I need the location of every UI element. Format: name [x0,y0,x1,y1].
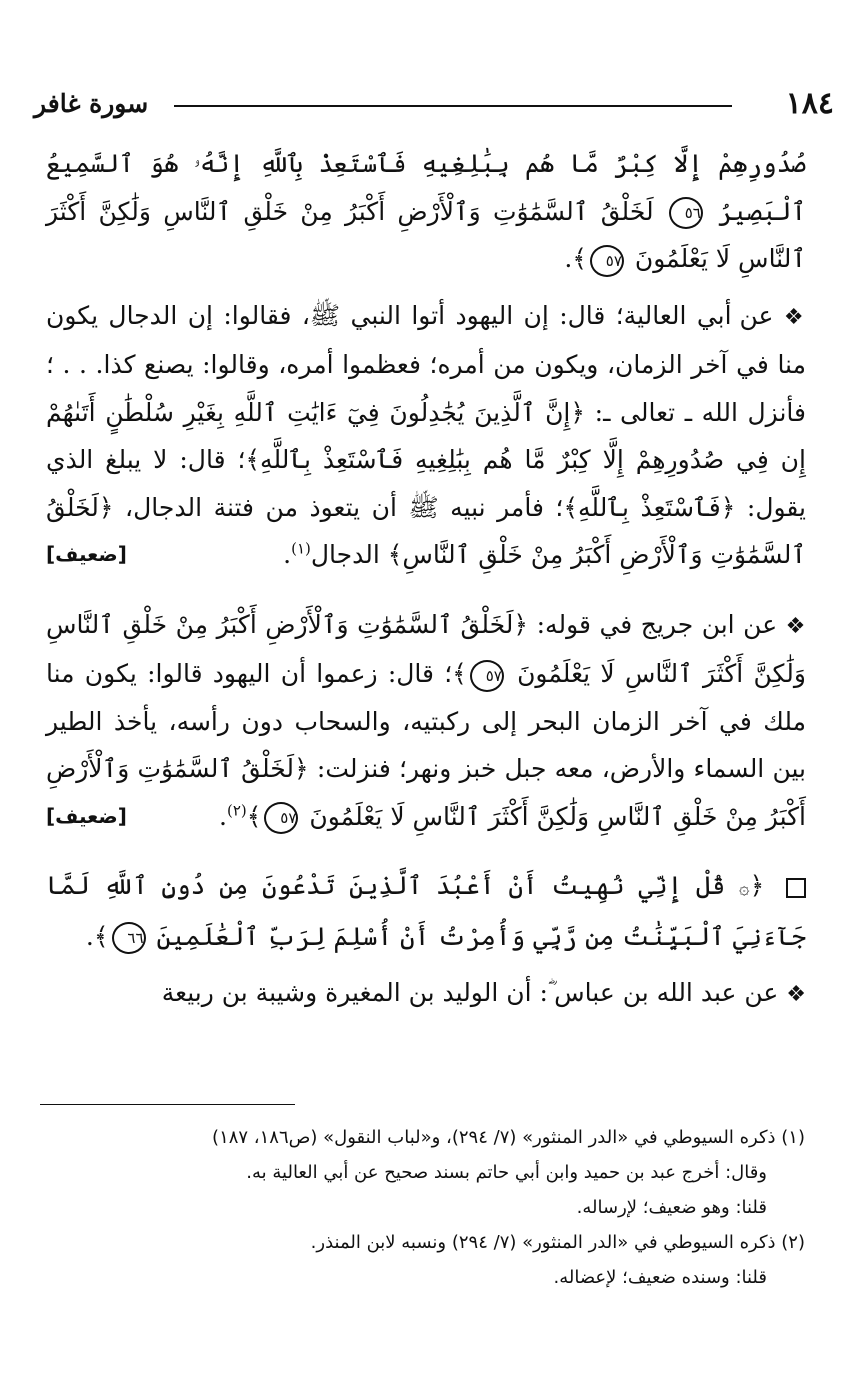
narration-text: الدجال [310,540,388,569]
period: . [219,801,227,831]
hadith-paragraph-1 [46,292,806,579]
square-marker-icon [786,878,806,898]
footnote-1: (١) ذكره السيوطي في «الدر المنثور» (٧/ ٢٩٤)، و«لباب النقول» (ص١٨٦، ١٨٧) [212,1127,805,1148]
grading-label: [ضعيف] [46,542,127,566]
verse-paragraph [46,140,806,283]
footnote-1-line-3: قلنا: وهو ضعيف؛ لإرساله. [576,1197,767,1218]
quran-open: ﴿ [749,871,765,900]
verse-text: لَخَلْقُ ٱلسَّمَٰوَٰتِ وَٱلْأَرْضِ أَكْبَرُ مِنْ خَلْقِ ٱلنَّاسِ وَلَٰكِنَّ أَكْثَرَ ٱلنَّاسِ لَا يَعْلَمُونَ [46,196,806,273]
verse-close: ﴾. [85,921,109,951]
quran-quote: ﴿لَخَلْقُ ٱلسَّمَٰوَٰتِ وَٱلْأَرْضِ أَكْبَرُ مِنْ خَلْقِ ٱلنَّاسِ﴾ [46,492,806,569]
footnote-ref-2[interactable]: (٢) [226,801,247,820]
quran-close: ﴾ [246,801,262,831]
verse-text: قُلْ إِنِّي نُهِيتُ أَنْ أَعْبُدَ ٱلَّذِينَ تَدْعُونَ مِن دُونِ ٱللَّهِ لَمَّا جَآءَنِيَ ٱلْبَيِّنَٰتُ مِن رَّبِّي وَأُمِرْتُ أَنْ أُسْلِمَ لِرَبِّ ٱلْعَٰلَمِينَ [46,871,806,951]
header-rule [174,105,732,107]
main-text [46,140,806,1019]
narration-text: ؛ فأمر نبيه ﷺ أن يتعوذ من فتنة الدجال، [113,492,564,522]
narration-text: ؛ قال: لا يبلغ الذي يقول: [46,445,807,522]
narration-text: ﴾؛ قال: زعموا أن اليهود قالوا: يكون منا ملك في آخر الزمان البحر إلى ركبتيه، والسحاب دون رأسه، يأخذ الطير بين السماء والأرض، معه جبل خبز ونهر؛ فنزلت: [46,659,806,783]
quran-quote: ﴿لَخَلْقُ ٱلسَّمَٰوَٰتِ وَٱلْأَرْضِ أَكْبَرُ مِنْ خَلْقِ ٱلنَّاسِ وَلَٰكِنَّ أَكْثَرَ ٱلنَّاسِ لَا يَعْلَمُونَ [46,609,806,688]
verse-66-paragraph [46,862,806,960]
quran-quote: ﴿فَٱسْتَعِذْ بِٱللَّهِ﴾ [563,492,736,522]
narration-text: عن أبي العالية؛ قال: إن اليهود أتوا النبي ﷺ، فقالوا: إن الدجال يكون منا في آخر الزمان، ويكون من أمره؛ فعظموا أمره، وقالوا: يصنع كذا. . . ؛ فأنزل الله ـ تعالى ـ: [46,300,806,427]
footnote-ref-1[interactable]: (١) [291,539,311,558]
footnotes [40,1120,805,1295]
page-header [34,86,834,122]
narration-text: عن ابن جريج في قوله: [528,609,778,639]
ayah-number-marker: ٥٧ [470,660,504,692]
period: . [283,540,292,569]
ayah-number-marker: ٥٧ [590,245,624,277]
grading-label: [ضعيف] [46,803,127,828]
footnote-1-line-2: وقال: أخرج عبد بن حميد وابن أبي حاتم بسند صحيح عن أبي العالية به. [246,1162,767,1183]
footnote-2-line-2: قلنا: وسنده ضعيف؛ لإعضاله. [553,1267,767,1288]
ayah-number-marker: ٥٧ [264,802,298,834]
bullet-icon: ❖ [783,304,807,330]
ayah-number-marker: ٦٦ [112,922,146,954]
footnote-separator [40,1104,295,1105]
sajdah-star-icon: ۞ [739,878,750,899]
verse-close: ﴾. [564,244,587,273]
bullet-icon: ❖ [785,613,806,639]
quran-quote: ﴿إِنَّ ٱلَّذِينَ يُجَٰدِلُونَ فِيٓ ءَايَٰتِ ٱللَّهِ بِغَيْرِ سُلْطَٰنٍ أَتَىٰهُمْ إِن فِي صُدُورِهِمْ إِلَّا كِبْرٌ مَّا هُم بِبَٰلِغِيهِ فَٱسْتَعِذْ بِٱللَّهِ﴾ [46,397,806,474]
bullet-icon: ❖ [786,982,806,1007]
hadith-paragraph-3 [46,969,806,1019]
verse-text: صُدُورِهِمْ إِلَّا كِبْرٌ مَّا هُم بِبَٰلِغِيهِ فَٱسْتَعِذْ بِٱللَّهِ إِنَّهُۥ هُوَ ٱلسَّمِيعُ ٱلْبَصِيرُ [46,149,806,226]
page-number: ١٨٤ [785,86,834,121]
narration-text: عن عبد الله بن عباس ؓ: أن الوليد بن المغيرة وشيبة بن ربيعة [161,978,779,1007]
surah-title: سورة غافر [34,89,149,118]
ayah-number-marker: ٥٦ [669,197,703,229]
hadith-paragraph-2 [46,601,806,841]
footnote-2: (٢) ذكره السيوطي في «الدر المنثور» (٧/ ٢٩٤) ونسبه لابن المنذر. [310,1232,805,1253]
quran-quote: ﴿لَخَلْقُ ٱلسَّمَٰوَٰتِ وَٱلْأَرْضِ أَكْبَرُ مِنْ خَلْقِ ٱلنَّاسِ وَلَٰكِنَّ أَكْثَرَ ٱلنَّاسِ لَا يَعْلَمُونَ [46,754,806,831]
